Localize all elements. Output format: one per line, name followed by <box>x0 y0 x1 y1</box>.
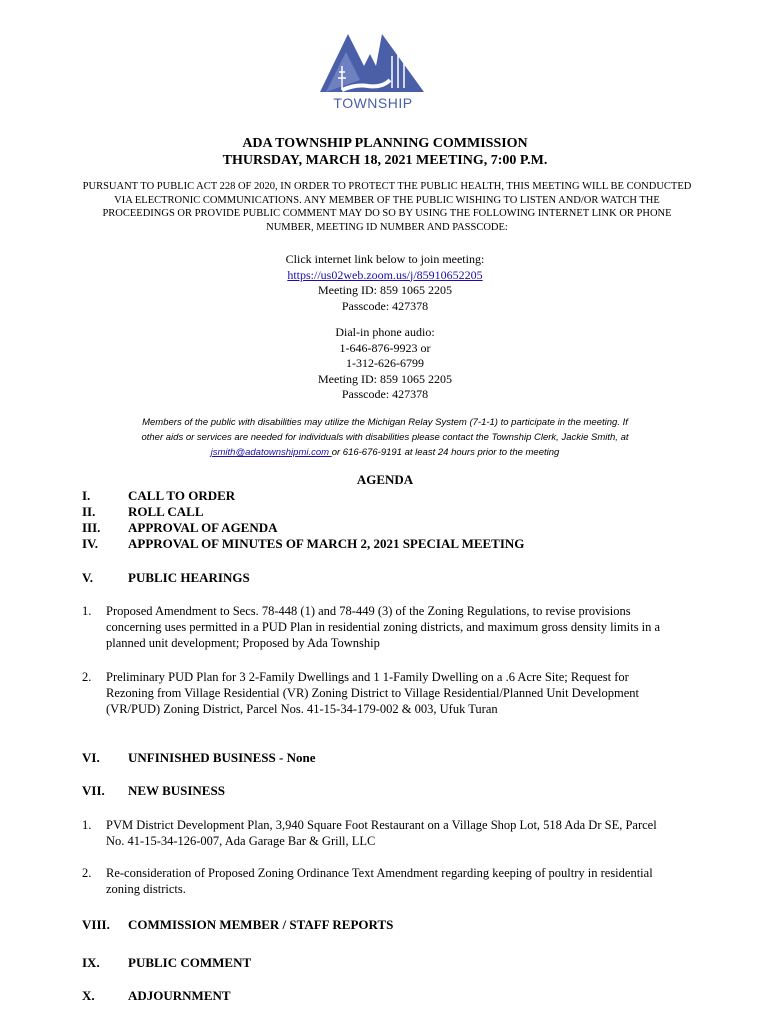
new-business-item: 1. PVM District Development Plan, 3,940 Square Foot Restaurant on a Village Shop Lot, 518 Ada Dr SE, Parcel No. 41-15-34-126-007, Ada Garage Bar & Grill, LLC <box>82 818 657 848</box>
join-meeting-info <box>0 252 770 314</box>
public-hearing-item: 2. Preliminary PUD Plan for 3 2-Family Dwellings and 1 1-Family Dwelling on a .6 Acre Site; Request for Rezoning from Village Residential (VR) Zoning District to Village Residential/Planned Unit Development (VR/PUD) Zoning District, Parcel Nos. 41-15-34-179-002 & 003, Ufuk Turan <box>82 670 640 716</box>
agenda-item: I. CALL TO ORDER <box>82 488 236 503</box>
dial-meeting-id: Meeting ID: 859 1065 2205 <box>318 371 452 386</box>
electronic-meeting-notice: PURSUANT TO PUBLIC ACT 228 OF 2020, IN ORDER TO PROTECT THE PUBLIC HEALTH, THIS MEETING WILL BE CONDUCTED VIA ELECTRONIC COMMUNICATIONS. ANY MEMBER OF THE PUBLIC WISHING TO LISTEN AND/OR WATCH THE PROCEEDINGS OR PROVIDE PUBLIC COMMENT MAY DO SO BY USING THE FOLLOWING INTERNET LINK OR PHONE NUMBER, MEETING ID NUMBER AND PASSCODE: <box>82 181 692 233</box>
agenda-item: VII. NEW BUSINESS <box>82 783 225 798</box>
agenda-item: IX. PUBLIC COMMENT <box>82 955 252 970</box>
title-line-2: THURSDAY, MARCH 18, 2021 MEETING, 7:00 P.M. <box>222 153 548 168</box>
agenda-item: III. APPROVAL OF AGENDA <box>82 520 278 535</box>
dial-in-info <box>0 325 770 403</box>
join-label: Click internet link below to join meeting: <box>285 252 485 266</box>
public-hearing-item: 1. Proposed Amendment to Secs. 78-448 (1) and 78-449 (3) of the Zoning Regulations, to revise provisions concerning uses permitted in a PUD Plan in residential zoning districts, and maximum gross density limits in a planned unit development; Proposed by Ada Township <box>82 604 661 650</box>
logo-wordmark: TOWNSHIP <box>333 95 413 111</box>
meeting-id: Meeting ID: 859 1065 2205 <box>318 283 452 297</box>
meeting-title <box>0 135 770 169</box>
title-line-1: ADA TOWNSHIP PLANNING COMMISSION <box>242 136 528 151</box>
disability-notice <box>100 415 670 460</box>
dial-label: Dial-in phone audio: <box>335 325 435 339</box>
new-business-item: 2. Re-consideration of Proposed Zoning Ordinance Text Amendment regarding keeping of poultry in residential zoning districts. <box>82 866 653 896</box>
disability-line-2: other aids or services are needed for individuals with disabilities please contact the Township Clerk, Jackie Smith, at <box>141 432 629 443</box>
phone-number-1: 1-646-876-9923 or <box>339 340 431 355</box>
clerk-email-link[interactable]: jsmith@adatownshipmi.com <box>210 447 332 458</box>
agenda-item: IV. APPROVAL OF MINUTES OF MARCH 2, 2021 SPECIAL MEETING <box>82 536 525 551</box>
agenda-item: II. ROLL CALL <box>82 504 204 519</box>
agenda-item: VI. UNFINISHED BUSINESS - None <box>82 750 316 765</box>
disability-line-1: Members of the public with disabilities may utilize the Michigan Relay System (7-1-1) to participate in the meeting. If <box>142 417 628 428</box>
phone-number-2: 1-312-626-6799 <box>346 356 424 370</box>
dial-passcode: Passcode: 427378 <box>341 387 429 401</box>
agenda-heading: AGENDA <box>356 472 414 487</box>
agenda-item: X. ADJOURNMENT <box>82 988 231 1003</box>
agenda-item: VIII. COMMISSION MEMBER / STAFF REPORTS <box>82 917 394 932</box>
disability-line-3: or 616-676-9191 at least 24 hours prior to the meeting <box>331 447 560 458</box>
zoom-link[interactable]: https://us02web.zoom.us/j/85910652205 <box>287 267 483 282</box>
agenda-item: V. PUBLIC HEARINGS <box>82 570 250 585</box>
passcode: Passcode: 427378 <box>341 298 429 313</box>
